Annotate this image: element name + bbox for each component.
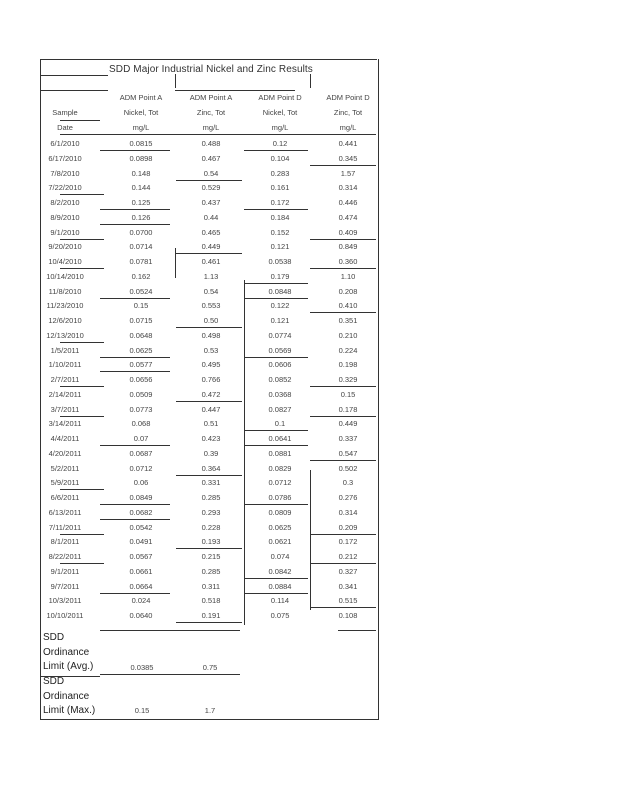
nickel-point-a-cell: 0.0815 (129, 139, 153, 148)
zinc-point-a-cell: 0.449 (201, 242, 221, 252)
nickel-point-a-cell: 0.0648 (129, 330, 153, 340)
zinc-point-a-cell: 0.553 (201, 301, 221, 311)
zinc-point-d-cell: 0.178 (338, 404, 358, 414)
nickel-point-a-cell: 0.0898 (129, 153, 153, 163)
nickel-point-d-cell: 0.0829 (268, 463, 292, 473)
max-limit-line-2: Ordinance (43, 690, 90, 702)
row-rule (244, 593, 308, 594)
zinc-point-d-cell: 0.108 (338, 611, 358, 620)
zinc-point-d-cell: 0.351 (338, 316, 358, 325)
sample-date-cell: 8/9/2010 (50, 212, 80, 222)
nickel-point-d-cell: 0.0625 (268, 522, 292, 532)
avg-limit-label (43, 631, 93, 675)
sample-date-cell: 4/4/2011 (50, 434, 80, 443)
zinc-point-d-cell: 0.337 (338, 434, 358, 443)
header-rule (175, 90, 295, 91)
column-header: Nickel, Tot (262, 108, 298, 117)
zinc-point-d-cell: 0.276 (338, 493, 358, 502)
nickel-point-d-cell: 0.075 (270, 611, 290, 620)
nickel-point-d-cell: 0.0606 (268, 360, 292, 370)
column-header: Zinc, Tot (196, 108, 226, 117)
column-header: ADM Point A (119, 93, 163, 102)
max-limit-line-3: Limit (Max.) (43, 705, 96, 716)
zinc-point-a-cell: 0.488 (201, 139, 221, 148)
nickel-point-a-cell: 0.0542 (129, 522, 153, 532)
zinc-point-a-cell: 0.498 (201, 330, 221, 340)
zinc-point-a-cell: 0.447 (201, 404, 221, 414)
nickel-point-a-cell: 0.0687 (129, 448, 153, 458)
zinc-point-a-cell: 0.423 (201, 434, 221, 443)
sample-date-cell: 1/10/2011 (48, 360, 82, 370)
sample-date-cell: 4/20/2011 (48, 448, 82, 458)
header-divider (175, 74, 176, 88)
max-limit-line-1: SDD (43, 676, 65, 687)
row-rule (310, 165, 376, 166)
sample-date-cell: 9/1/2010 (50, 227, 80, 237)
row-rule (244, 445, 308, 446)
header-divider (310, 74, 311, 88)
nickel-point-a-cell: 0.07 (133, 434, 149, 443)
row-rule (310, 534, 376, 535)
zinc-point-a-cell: 0.54 (203, 286, 219, 296)
column-header: Zinc, Tot (333, 108, 363, 117)
nickel-point-d-cell: 0.12 (272, 139, 288, 148)
header-rule (60, 120, 100, 121)
row-rule (244, 430, 308, 431)
nickel-point-a-cell: 0.125 (131, 198, 151, 207)
sample-date-cell: 7/22/2010 (48, 183, 82, 193)
zinc-point-d-cell: 0.345 (338, 153, 358, 163)
nickel-point-a-cell: 0.024 (131, 596, 151, 606)
nickel-point-a-cell: 0.0664 (129, 581, 153, 591)
nickel-point-d-cell: 0.121 (270, 242, 290, 252)
zinc-point-d-cell: 0.314 (338, 507, 358, 517)
limits-rule (100, 630, 240, 631)
sample-date-cell: 6/6/2011 (50, 493, 80, 502)
zinc-point-a-cell: 0.293 (201, 507, 221, 517)
zinc-point-d-cell: 0.502 (338, 463, 358, 473)
zinc-point-a-cell: 0.193 (201, 537, 221, 547)
sample-date-cell: 10/4/2010 (48, 257, 82, 266)
column-header: ADM Point D (326, 93, 370, 102)
nickel-point-d-cell: 0.184 (270, 212, 290, 222)
row-rule (310, 563, 376, 564)
sample-date-cell: 11/23/2010 (46, 301, 84, 311)
column-guide (244, 280, 245, 625)
sample-date-cell: 12/6/2010 (48, 316, 82, 325)
nickel-point-d-cell: 0.0827 (268, 404, 292, 414)
avg-limit-line-3: Limit (Avg.) (43, 661, 94, 672)
zinc-point-d-cell: 1.57 (340, 168, 356, 178)
nickel-point-a-cell: 0.0715 (129, 316, 153, 325)
row-rule (244, 578, 308, 579)
row-rule (176, 180, 242, 181)
zinc-point-a-cell: 0.461 (201, 257, 221, 266)
nickel-point-a-cell: 0.0524 (129, 286, 153, 296)
avg-limit-zinc: 0.75 (202, 663, 218, 672)
column-header: ADM Point A (189, 93, 233, 102)
row-rule (310, 268, 376, 269)
nickel-point-d-cell: 0.104 (270, 153, 290, 163)
sample-date-cell: 5/9/2011 (50, 478, 80, 488)
nickel-point-d-cell: 0.152 (270, 227, 290, 237)
row-rule (60, 239, 104, 240)
zinc-point-a-cell: 0.465 (201, 227, 221, 237)
zinc-point-d-cell: 0.409 (338, 227, 358, 237)
zinc-point-d-cell: 0.210 (338, 330, 358, 340)
row-rule (176, 622, 242, 623)
row-rule (176, 327, 242, 328)
nickel-point-a-cell: 0.0577 (129, 360, 153, 370)
zinc-point-a-cell: 0.54 (203, 168, 219, 178)
sample-date-cell: 2/7/2011 (50, 375, 80, 384)
row-rule (60, 416, 104, 417)
nickel-point-a-cell: 0.162 (131, 271, 151, 281)
zinc-point-d-cell: 0.15 (340, 389, 356, 399)
zinc-point-d-cell: 0.198 (338, 360, 358, 370)
row-rule (310, 312, 376, 313)
zinc-point-a-cell: 0.331 (201, 478, 221, 488)
row-rule (60, 563, 104, 564)
nickel-point-a-cell: 0.148 (131, 168, 151, 178)
row-rule (100, 519, 170, 520)
header-rule (40, 90, 108, 91)
nickel-point-d-cell: 0.0809 (268, 507, 292, 517)
row-rule (176, 253, 242, 254)
nickel-point-d-cell: 0.179 (270, 271, 290, 281)
row-rule (310, 607, 376, 608)
zinc-point-a-cell: 0.50 (203, 316, 219, 325)
row-rule (244, 209, 308, 210)
column-guide (175, 248, 176, 278)
row-rule (244, 357, 308, 358)
avg-limit-nickel: 0.0385 (130, 663, 154, 672)
row-rule (310, 239, 376, 240)
nickel-point-a-cell: 0.0781 (129, 257, 153, 266)
sample-date-cell: 10/14/2010 (46, 271, 84, 281)
zinc-point-a-cell: 0.285 (201, 566, 221, 576)
zinc-point-d-cell: 0.547 (338, 448, 358, 458)
row-rule (310, 460, 376, 461)
nickel-point-a-cell: 0.0491 (129, 537, 153, 547)
zinc-point-d-cell: 0.212 (338, 552, 358, 561)
row-rule (100, 357, 170, 358)
row-rule (100, 371, 170, 372)
zinc-point-a-cell: 0.311 (201, 581, 221, 591)
zinc-point-d-cell: 0.3 (342, 478, 354, 488)
zinc-point-a-cell: 0.191 (201, 611, 221, 620)
row-rule (60, 342, 104, 343)
nickel-point-a-cell: 0.15 (133, 301, 149, 311)
zinc-point-a-cell: 0.472 (201, 389, 221, 399)
column-header: Date (57, 123, 73, 132)
zinc-point-a-cell: 0.467 (201, 153, 221, 163)
sample-date-cell: 9/1/2011 (50, 566, 80, 576)
sample-date-cell: 2/14/2011 (48, 389, 82, 399)
row-rule (100, 504, 170, 505)
nickel-point-a-cell: 0.0849 (129, 493, 153, 502)
zinc-point-a-cell: 0.215 (201, 552, 221, 561)
nickel-point-d-cell: 0.122 (270, 301, 290, 311)
zinc-point-a-cell: 0.44 (203, 212, 219, 222)
zinc-point-d-cell: 0.446 (338, 198, 358, 207)
column-guide (310, 470, 311, 610)
sample-date-cell: 3/7/2011 (50, 404, 80, 414)
nickel-point-a-cell: 0.0640 (129, 611, 153, 620)
zinc-point-d-cell: 0.515 (338, 596, 358, 606)
row-rule (100, 150, 170, 151)
sample-date-cell: 9/20/2010 (48, 242, 82, 252)
sample-date-cell: 6/13/2011 (48, 507, 82, 517)
zinc-point-d-cell: 0.224 (338, 345, 358, 355)
nickel-point-a-cell: 0.0682 (129, 507, 153, 517)
zinc-point-a-cell: 0.228 (201, 522, 221, 532)
sample-date-cell: 8/2/2010 (50, 198, 80, 207)
nickel-point-d-cell: 0.0621 (268, 537, 292, 547)
column-header: mg/L (202, 123, 220, 132)
sample-date-cell: 12/13/2010 (46, 330, 84, 340)
row-rule (244, 283, 308, 284)
zinc-point-a-cell: 0.437 (201, 198, 221, 207)
nickel-point-a-cell: 0.0656 (129, 375, 153, 384)
header-top-rule (40, 59, 377, 60)
nickel-point-d-cell: 0.074 (270, 552, 290, 561)
nickel-point-d-cell: 0.0569 (268, 345, 292, 355)
nickel-point-d-cell: 0.121 (270, 316, 290, 325)
nickel-point-d-cell: 0.0842 (268, 566, 292, 576)
row-rule (244, 150, 308, 151)
zinc-point-d-cell: 0.172 (338, 537, 358, 547)
row-rule (100, 209, 170, 210)
zinc-point-d-cell: 1.10 (340, 271, 356, 281)
zinc-point-d-cell: 0.208 (338, 286, 358, 296)
nickel-point-a-cell: 0.0700 (129, 227, 153, 237)
zinc-point-d-cell: 0.209 (338, 522, 358, 532)
zinc-point-d-cell: 0.449 (338, 419, 358, 429)
nickel-point-d-cell: 0.283 (270, 168, 290, 178)
nickel-point-a-cell: 0.126 (131, 212, 151, 222)
zinc-point-a-cell: 0.529 (201, 183, 221, 193)
row-rule (244, 504, 308, 505)
zinc-point-d-cell: 0.441 (338, 139, 358, 148)
zinc-point-a-cell: 0.39 (203, 448, 219, 458)
row-rule (100, 298, 170, 299)
sample-date-cell: 5/2/2011 (50, 463, 80, 473)
avg-limit-line-2: Ordinance (43, 646, 90, 658)
row-rule (176, 548, 242, 549)
row-rule (176, 401, 242, 402)
zinc-point-a-cell: 0.53 (203, 345, 219, 355)
nickel-point-d-cell: 0.0786 (268, 493, 292, 502)
zinc-point-a-cell: 0.285 (201, 493, 221, 502)
row-rule (244, 298, 308, 299)
zinc-point-d-cell: 0.360 (338, 257, 358, 266)
nickel-point-a-cell: 0.0714 (129, 242, 153, 252)
column-header: mg/L (339, 123, 357, 132)
nickel-point-a-cell: 0.06 (133, 478, 149, 488)
sample-date-cell: 3/14/2011 (48, 419, 82, 429)
zinc-point-a-cell: 0.518 (201, 596, 221, 606)
row-rule (60, 268, 104, 269)
row-rule (100, 593, 170, 594)
zinc-point-d-cell: 0.849 (338, 242, 358, 252)
nickel-point-a-cell: 0.144 (131, 183, 151, 193)
nickel-point-a-cell: 0.0509 (129, 389, 153, 399)
sample-date-cell: 10/10/2011 (46, 611, 84, 620)
row-rule (100, 445, 170, 446)
column-header: Nickel, Tot (123, 108, 159, 117)
nickel-point-d-cell: 0.1 (274, 419, 286, 429)
zinc-point-d-cell: 0.327 (338, 566, 358, 576)
zinc-point-d-cell: 0.410 (338, 301, 358, 311)
nickel-point-d-cell: 0.161 (270, 183, 290, 193)
zinc-point-d-cell: 0.341 (338, 581, 358, 591)
zinc-point-d-cell: 0.474 (338, 212, 358, 222)
nickel-point-d-cell: 0.172 (270, 198, 290, 207)
row-rule (60, 194, 104, 195)
nickel-point-d-cell: 0.0774 (268, 330, 292, 340)
max-limit-label (43, 675, 95, 719)
sample-date-cell: 6/1/2010 (50, 139, 80, 148)
row-rule (310, 386, 376, 387)
zinc-point-a-cell: 0.364 (201, 463, 221, 473)
header-rule (60, 134, 376, 135)
zinc-point-a-cell: 0.51 (203, 419, 219, 429)
nickel-point-d-cell: 0.0848 (268, 286, 292, 296)
zinc-point-a-cell: 0.495 (201, 360, 221, 370)
header-rule (40, 75, 108, 76)
sample-date-cell: 9/7/2011 (50, 581, 80, 591)
nickel-point-a-cell: 0.0773 (129, 404, 153, 414)
avg-limit-line-1: SDD (43, 632, 65, 643)
nickel-point-d-cell: 0.114 (270, 596, 290, 606)
max-limit-zinc: 1.7 (204, 706, 216, 715)
column-header: mg/L (271, 123, 289, 132)
nickel-point-d-cell: 0.0881 (268, 448, 292, 458)
nickel-point-d-cell: 0.0538 (268, 257, 292, 266)
column-header: ADM Point D (258, 93, 302, 102)
sample-date-cell: 6/17/2010 (48, 153, 82, 163)
sample-date-cell: 7/8/2010 (50, 168, 80, 178)
row-rule (310, 416, 376, 417)
sample-date-cell: 7/11/2011 (48, 522, 82, 532)
sample-date-cell: 10/3/2011 (48, 596, 82, 606)
nickel-point-d-cell: 0.0712 (268, 478, 292, 488)
row-rule (60, 386, 104, 387)
row-rule (176, 475, 242, 476)
sample-date-cell: 11/8/2010 (48, 286, 82, 296)
report-title: SDD Major Industrial Nickel and Zinc Results (109, 64, 313, 75)
nickel-point-a-cell: 0.0625 (129, 345, 153, 355)
column-header: mg/L (132, 123, 150, 132)
row-rule (60, 534, 104, 535)
nickel-point-a-cell: 0.0661 (129, 566, 153, 576)
nickel-point-d-cell: 0.0368 (268, 389, 292, 399)
max-limit-nickel: 0.15 (134, 706, 150, 715)
limits-rule (100, 674, 240, 675)
sample-date-cell: 8/1/2011 (50, 537, 80, 547)
row-rule (60, 489, 104, 490)
zinc-point-d-cell: 0.329 (338, 375, 358, 384)
limits-rule (338, 630, 376, 631)
nickel-point-a-cell: 0.068 (131, 419, 151, 429)
zinc-point-d-cell: 0.314 (338, 183, 358, 193)
zinc-point-a-cell: 1.13 (203, 271, 219, 281)
nickel-point-d-cell: 0.0884 (268, 581, 292, 591)
column-header: Sample (52, 108, 78, 117)
sample-date-cell: 8/22/2011 (48, 552, 82, 561)
sample-date-cell: 1/5/2011 (50, 345, 80, 355)
nickel-point-a-cell: 0.0567 (129, 552, 153, 561)
zinc-point-a-cell: 0.766 (201, 375, 221, 384)
nickel-point-d-cell: 0.0852 (268, 375, 292, 384)
nickel-point-d-cell: 0.0641 (268, 434, 292, 443)
row-rule (100, 224, 170, 225)
nickel-point-a-cell: 0.0712 (129, 463, 153, 473)
